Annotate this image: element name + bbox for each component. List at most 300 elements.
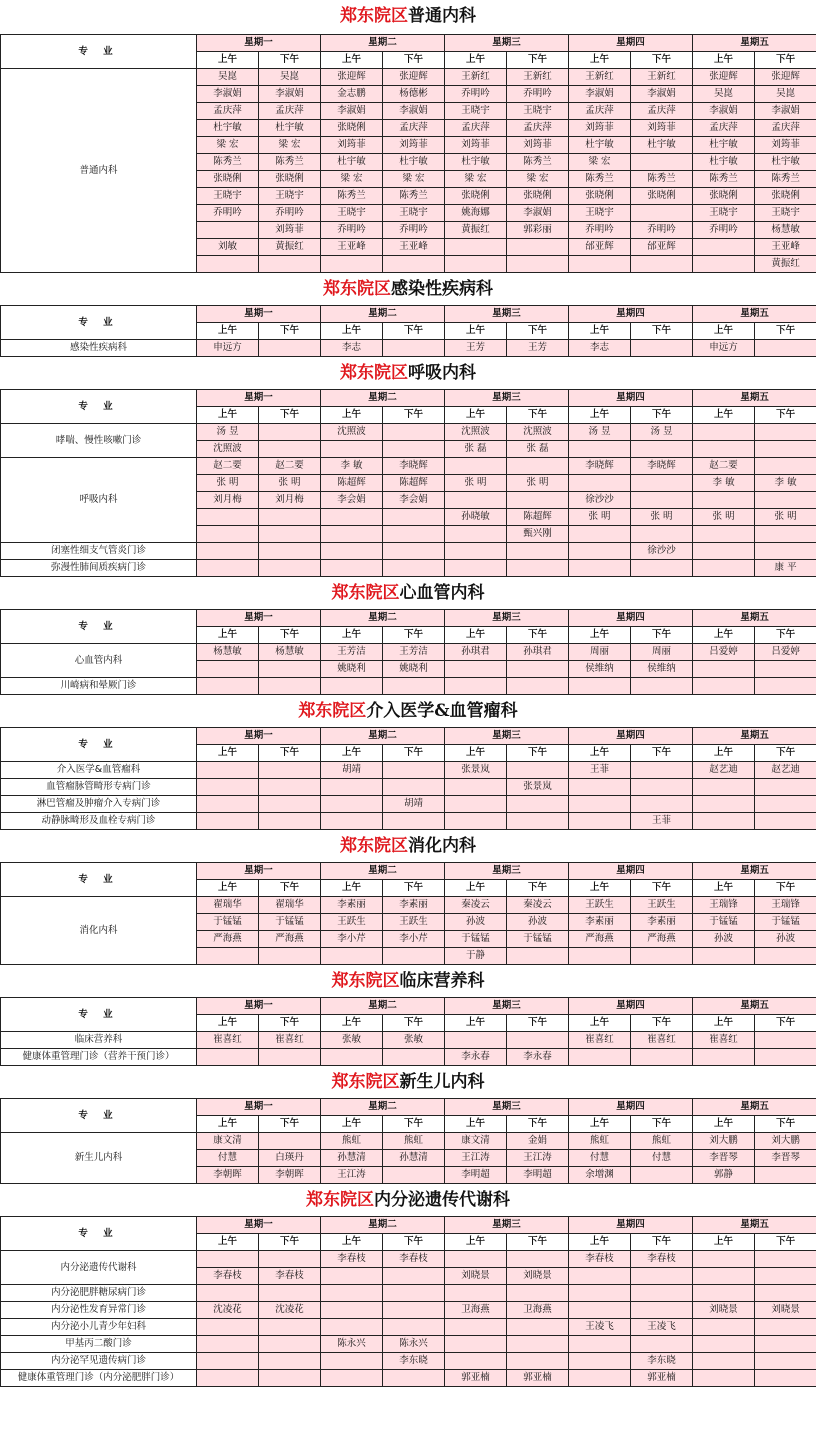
morning-header: 上午: [445, 745, 507, 762]
section-title: [0, 0, 816, 34]
weekday-header: 星期四: [569, 1099, 693, 1116]
weekday-header: 星期四: [569, 728, 693, 745]
table-row: [1, 1133, 816, 1150]
morning-header: 上午: [445, 1015, 507, 1032]
doctor-cell: [445, 458, 507, 475]
doctor-cell: 杨慧敏: [755, 222, 816, 239]
doctor-cell: 张 明: [507, 475, 569, 492]
doctor-cell: 王瑞锋: [755, 897, 816, 914]
doctor-cell: 姚海娜: [445, 205, 507, 222]
doctor-cell: [383, 340, 445, 357]
doctor-cell: [321, 1285, 383, 1302]
doctor-cell: [507, 543, 569, 560]
doctor-cell: [693, 256, 755, 273]
campus-name: 郑东院区: [340, 836, 408, 856]
morning-header: 上午: [445, 880, 507, 897]
doctor-cell: 姚晓利: [321, 661, 383, 678]
specialty-name: 介入医学&血管瘤科: [1, 762, 197, 779]
doctor-cell: 孙晓敏: [445, 509, 507, 526]
doctor-cell: [383, 1049, 445, 1066]
doctor-cell: 刘晓景: [445, 1268, 507, 1285]
doctor-cell: 张 明: [693, 509, 755, 526]
doctor-cell: [321, 779, 383, 796]
doctor-cell: [631, 1167, 693, 1184]
doctor-cell: 赵艺迪: [693, 762, 755, 779]
afternoon-header: 下午: [383, 1234, 445, 1251]
afternoon-header: 下午: [507, 627, 569, 644]
campus-name: 郑东院区: [340, 363, 408, 383]
afternoon-header: 下午: [259, 1015, 321, 1032]
doctor-cell: 李春枝: [383, 1251, 445, 1268]
morning-header: 上午: [197, 1015, 259, 1032]
doctor-cell: 郭彩丽: [507, 222, 569, 239]
doctor-cell: [755, 1032, 816, 1049]
doctor-cell: 卫海燕: [507, 1302, 569, 1319]
doctor-cell: [569, 475, 631, 492]
table-row: [1, 424, 816, 441]
doctor-cell: 赵二要: [197, 458, 259, 475]
doctor-cell: [755, 1319, 816, 1336]
morning-header: 上午: [569, 1116, 631, 1133]
doctor-cell: 郭亚楠: [631, 1370, 693, 1387]
doctor-cell: 张晓俐: [507, 188, 569, 205]
morning-header: 上午: [693, 627, 755, 644]
doctor-cell: 陈秀兰: [259, 154, 321, 171]
doctor-cell: 乔明吟: [445, 86, 507, 103]
doctor-cell: [197, 560, 259, 577]
weekday-header: 星期一: [197, 1217, 321, 1234]
table-row: [1, 762, 816, 779]
doctor-cell: [569, 779, 631, 796]
doctor-cell: 汤 昱: [569, 424, 631, 441]
weekday-header: 星期二: [321, 998, 445, 1015]
doctor-cell: [631, 1336, 693, 1353]
doctor-cell: [507, 1336, 569, 1353]
doctor-cell: [445, 492, 507, 509]
morning-header: 上午: [445, 52, 507, 69]
doctor-cell: 严海燕: [631, 931, 693, 948]
morning-header: 上午: [197, 880, 259, 897]
section-title: [0, 1066, 816, 1098]
table-row: [1, 560, 816, 577]
weekday-header: 星期五: [693, 998, 816, 1015]
doctor-cell: [383, 1370, 445, 1387]
weekday-header: 星期五: [693, 728, 816, 745]
doctor-cell: 熊虹: [569, 1133, 631, 1150]
doctor-cell: [445, 1336, 507, 1353]
doctor-cell: [631, 678, 693, 695]
morning-header: 上午: [197, 52, 259, 69]
weekday-header: 星期三: [445, 390, 569, 407]
weekday-header: 星期五: [693, 1217, 816, 1234]
doctor-cell: 刘筠菲: [383, 137, 445, 154]
table-row: [1, 340, 816, 357]
doctor-cell: 吕爱婷: [693, 644, 755, 661]
doctor-cell: 张晓俐: [755, 188, 816, 205]
specialty-name: 临床营养科: [1, 1032, 197, 1049]
doctor-cell: [569, 560, 631, 577]
doctor-cell: [755, 1251, 816, 1268]
doctor-cell: 梁 宏: [197, 137, 259, 154]
doctor-cell: [631, 1302, 693, 1319]
doctor-cell: 杜宇敏: [755, 154, 816, 171]
doctor-cell: 李淑娟: [383, 103, 445, 120]
doctor-cell: 赵二要: [259, 458, 321, 475]
doctor-cell: [259, 661, 321, 678]
morning-header: 上午: [569, 52, 631, 69]
doctor-cell: 李晓辉: [569, 458, 631, 475]
doctor-cell: [259, 762, 321, 779]
doctor-cell: 杜宇敏: [631, 137, 693, 154]
doctor-cell: [383, 441, 445, 458]
doctor-cell: 沈照波: [321, 424, 383, 441]
doctor-cell: 孙琪君: [507, 644, 569, 661]
doctor-cell: [507, 1285, 569, 1302]
doctor-cell: [259, 560, 321, 577]
doctor-cell: 王晓宇: [383, 205, 445, 222]
table-row: [1, 813, 816, 830]
section-title: [0, 357, 816, 389]
doctor-cell: 刘筠菲: [631, 120, 693, 137]
specialty-name: 新生儿内科: [1, 1133, 197, 1184]
afternoon-header: 下午: [755, 627, 816, 644]
doctor-cell: [383, 813, 445, 830]
doctor-cell: 张迎辉: [383, 69, 445, 86]
weekday-header: 星期二: [321, 306, 445, 323]
table-row: [1, 678, 816, 695]
doctor-cell: [259, 678, 321, 695]
doctor-cell: [755, 813, 816, 830]
department-name: 介入医学&血管瘤科: [366, 701, 518, 721]
weekday-header: 星期一: [197, 728, 321, 745]
doctor-cell: 陈秀兰: [569, 171, 631, 188]
afternoon-header: 下午: [383, 323, 445, 340]
specialty-name: 健康体重管理门诊（营养干预门诊）: [1, 1049, 197, 1066]
doctor-cell: 王亚峰: [755, 239, 816, 256]
afternoon-header: 下午: [507, 407, 569, 424]
doctor-cell: [197, 526, 259, 543]
doctor-cell: 李素丽: [383, 897, 445, 914]
doctor-cell: 孙波: [755, 931, 816, 948]
specialty-name: 闭塞性细支气管炎门诊: [1, 543, 197, 560]
doctor-cell: 李朝晖: [259, 1167, 321, 1184]
doctor-cell: [383, 779, 445, 796]
morning-header: 上午: [693, 52, 755, 69]
doctor-cell: [197, 1285, 259, 1302]
doctor-cell: [569, 1302, 631, 1319]
doctor-cell: 李淑娟: [507, 205, 569, 222]
table-row: [1, 644, 816, 661]
doctor-cell: [693, 1049, 755, 1066]
weekday-header: 星期一: [197, 1099, 321, 1116]
morning-header: 上午: [321, 407, 383, 424]
afternoon-header: 下午: [631, 407, 693, 424]
doctor-cell: [197, 813, 259, 830]
morning-header: 上午: [197, 323, 259, 340]
doctor-cell: [569, 678, 631, 695]
doctor-cell: [631, 340, 693, 357]
morning-header: 上午: [197, 1234, 259, 1251]
doctor-cell: 熊虹: [321, 1133, 383, 1150]
specialty-name: 淋巴管瘤及肿瘤介入专病门诊: [1, 796, 197, 813]
doctor-cell: [569, 1268, 631, 1285]
doctor-cell: 张 明: [755, 509, 816, 526]
doctor-cell: 孟庆萍: [631, 103, 693, 120]
doctor-cell: 李素丽: [321, 897, 383, 914]
doctor-cell: 李东晓: [383, 1353, 445, 1370]
doctor-cell: 甄兴刚: [507, 526, 569, 543]
campus-name: 郑东院区: [306, 1190, 374, 1210]
afternoon-header: 下午: [383, 52, 445, 69]
doctor-cell: 李东晓: [631, 1353, 693, 1370]
specialty-name: 感染性疾病科: [1, 340, 197, 357]
doctor-cell: 王新红: [445, 69, 507, 86]
doctor-cell: [383, 1167, 445, 1184]
doctor-cell: 杜宇敏: [259, 120, 321, 137]
morning-header: 上午: [569, 627, 631, 644]
doctor-cell: 周丽: [631, 644, 693, 661]
weekday-header: 星期三: [445, 610, 569, 627]
doctor-cell: [445, 526, 507, 543]
doctor-cell: [259, 1370, 321, 1387]
doctor-cell: 李永春: [507, 1049, 569, 1066]
doctor-cell: 刘敏: [197, 239, 259, 256]
doctor-cell: 孙慧清: [321, 1150, 383, 1167]
doctor-cell: [755, 661, 816, 678]
doctor-cell: [755, 1353, 816, 1370]
doctor-cell: 李晋琴: [693, 1150, 755, 1167]
schedule-table: [0, 997, 816, 1066]
doctor-cell: 李素丽: [631, 914, 693, 931]
doctor-cell: [507, 560, 569, 577]
doctor-cell: [507, 813, 569, 830]
doctor-cell: 熊虹: [383, 1133, 445, 1150]
doctor-cell: [693, 1285, 755, 1302]
doctor-cell: 杜宇敏: [445, 154, 507, 171]
doctor-cell: 乔明吟: [197, 205, 259, 222]
weekday-header: 星期一: [197, 998, 321, 1015]
doctor-cell: 陈超辉: [383, 475, 445, 492]
doctor-cell: 孟庆萍: [445, 120, 507, 137]
weekday-header: 星期五: [693, 35, 816, 52]
doctor-cell: [631, 256, 693, 273]
doctor-cell: [569, 441, 631, 458]
doctor-cell: [631, 948, 693, 965]
doctor-cell: [259, 256, 321, 273]
doctor-cell: [755, 492, 816, 509]
doctor-cell: [321, 1370, 383, 1387]
doctor-cell: [259, 948, 321, 965]
doctor-cell: 王芳洁: [383, 644, 445, 661]
doctor-cell: 李朝晖: [197, 1167, 259, 1184]
specialty-name: 动静脉畸形及血栓专病门诊: [1, 813, 197, 830]
doctor-cell: [631, 1049, 693, 1066]
doctor-cell: [755, 441, 816, 458]
doctor-cell: [321, 441, 383, 458]
afternoon-header: 下午: [755, 52, 816, 69]
doctor-cell: [259, 1251, 321, 1268]
doctor-cell: 张 明: [569, 509, 631, 526]
weekday-header: 星期三: [445, 306, 569, 323]
weekday-header: 星期四: [569, 35, 693, 52]
doctor-cell: 郭亚楠: [445, 1370, 507, 1387]
doctor-cell: [321, 796, 383, 813]
doctor-cell: [445, 1251, 507, 1268]
schedule-table: [0, 389, 816, 577]
afternoon-header: 下午: [383, 1015, 445, 1032]
afternoon-header: 下午: [631, 52, 693, 69]
doctor-cell: [631, 441, 693, 458]
doctor-cell: 刘筠菲: [445, 137, 507, 154]
doctor-cell: 严海燕: [569, 931, 631, 948]
specialty-name: 内分泌遗传代谢科: [1, 1251, 197, 1285]
doctor-cell: 王芳: [445, 340, 507, 357]
afternoon-header: 下午: [755, 407, 816, 424]
doctor-cell: [755, 543, 816, 560]
campus-name: 郑东院区: [331, 1072, 400, 1092]
doctor-cell: 李永春: [445, 1049, 507, 1066]
doctor-cell: 张景岚: [445, 762, 507, 779]
doctor-cell: 王跃生: [631, 897, 693, 914]
doctor-cell: [445, 1032, 507, 1049]
doctor-cell: 王跃生: [383, 914, 445, 931]
table-row: [1, 779, 816, 796]
doctor-cell: [259, 796, 321, 813]
doctor-cell: 付慧: [197, 1150, 259, 1167]
weekday-header: 星期一: [197, 306, 321, 323]
doctor-cell: [259, 779, 321, 796]
doctor-cell: [197, 222, 259, 239]
weekday-header: 星期四: [569, 390, 693, 407]
doctor-cell: [445, 1285, 507, 1302]
doctor-cell: [755, 796, 816, 813]
doctor-cell: 于静: [445, 948, 507, 965]
doctor-cell: [569, 948, 631, 965]
doctor-cell: 梁 宏: [507, 171, 569, 188]
doctor-cell: 严海燕: [197, 931, 259, 948]
doctor-cell: [321, 256, 383, 273]
weekday-header: 星期五: [693, 610, 816, 627]
schedule-table: [0, 727, 816, 830]
doctor-cell: [383, 509, 445, 526]
doctor-cell: 李 敏: [693, 475, 755, 492]
table-row: [1, 1353, 816, 1370]
morning-header: 上午: [321, 323, 383, 340]
doctor-cell: [383, 1285, 445, 1302]
campus-name: 郑东院区: [340, 6, 408, 26]
doctor-cell: [445, 560, 507, 577]
campus-name: 郑东院区: [298, 701, 367, 721]
weekday-header: 星期二: [321, 863, 445, 880]
doctor-cell: 李志: [321, 340, 383, 357]
doctor-cell: [259, 1049, 321, 1066]
doctor-cell: 王菲: [631, 813, 693, 830]
doctor-cell: 杨德彬: [383, 86, 445, 103]
doctor-cell: 张迎辉: [755, 69, 816, 86]
doctor-cell: 陈秀兰: [693, 171, 755, 188]
doctor-cell: 徐沙沙: [631, 543, 693, 560]
doctor-cell: 刘筠菲: [507, 137, 569, 154]
doctor-cell: 于锰锰: [197, 914, 259, 931]
doctor-cell: [383, 1302, 445, 1319]
doctor-cell: 沈照波: [197, 441, 259, 458]
afternoon-header: 下午: [259, 323, 321, 340]
doctor-cell: 李明超: [507, 1167, 569, 1184]
schedule-table: [0, 862, 816, 965]
morning-header: 上午: [693, 745, 755, 762]
morning-header: 上午: [445, 627, 507, 644]
doctor-cell: [445, 239, 507, 256]
doctor-cell: 刘筠菲: [569, 120, 631, 137]
doctor-cell: 刘晓景: [507, 1268, 569, 1285]
doctor-cell: [197, 1353, 259, 1370]
doctor-cell: [197, 1049, 259, 1066]
doctor-cell: 王晓宇: [259, 188, 321, 205]
morning-header: 上午: [321, 1015, 383, 1032]
doctor-cell: [383, 948, 445, 965]
doctor-cell: [259, 1133, 321, 1150]
doctor-cell: [755, 678, 816, 695]
doctor-cell: [197, 1336, 259, 1353]
doctor-cell: 崔喜红: [259, 1032, 321, 1049]
doctor-cell: 王晓宇: [693, 205, 755, 222]
morning-header: 上午: [445, 323, 507, 340]
doctor-cell: 张晓俐: [693, 188, 755, 205]
doctor-cell: 李小芹: [383, 931, 445, 948]
doctor-cell: [693, 424, 755, 441]
doctor-cell: [197, 1251, 259, 1268]
weekday-header: 星期四: [569, 863, 693, 880]
doctor-cell: [755, 424, 816, 441]
department-name: 新生儿内科: [399, 1072, 485, 1092]
doctor-cell: 付慧: [631, 1150, 693, 1167]
doctor-cell: [693, 1251, 755, 1268]
doctor-cell: [507, 1353, 569, 1370]
table-row: [1, 458, 816, 475]
doctor-cell: 侯维纳: [631, 661, 693, 678]
doctor-cell: 孟庆萍: [383, 120, 445, 137]
table-row: [1, 69, 816, 86]
doctor-cell: 李淑娟: [569, 86, 631, 103]
doctor-cell: [693, 1370, 755, 1387]
doctor-cell: [197, 779, 259, 796]
specialty-header: 专 业: [1, 390, 197, 424]
morning-header: 上午: [445, 1234, 507, 1251]
doctor-cell: [693, 560, 755, 577]
doctor-cell: 王晓宇: [197, 188, 259, 205]
doctor-cell: 吕爱婷: [755, 644, 816, 661]
doctor-cell: [259, 424, 321, 441]
doctor-cell: 康文清: [445, 1133, 507, 1150]
doctor-cell: 李晓辉: [631, 458, 693, 475]
doctor-cell: 王亚峰: [321, 239, 383, 256]
doctor-cell: 李淑娟: [631, 86, 693, 103]
doctor-cell: 张晓俐: [631, 188, 693, 205]
doctor-cell: 孟庆萍: [569, 103, 631, 120]
doctor-cell: 王新红: [507, 69, 569, 86]
doctor-cell: [507, 256, 569, 273]
doctor-cell: 张迎辉: [321, 69, 383, 86]
doctor-cell: 孟庆萍: [755, 120, 816, 137]
doctor-cell: 李明超: [445, 1167, 507, 1184]
doctor-cell: [755, 1370, 816, 1387]
morning-header: 上午: [693, 1234, 755, 1251]
doctor-cell: [197, 1319, 259, 1336]
afternoon-header: 下午: [631, 1234, 693, 1251]
doctor-cell: [259, 1336, 321, 1353]
morning-header: 上午: [197, 1116, 259, 1133]
doctor-cell: 李 敏: [321, 458, 383, 475]
